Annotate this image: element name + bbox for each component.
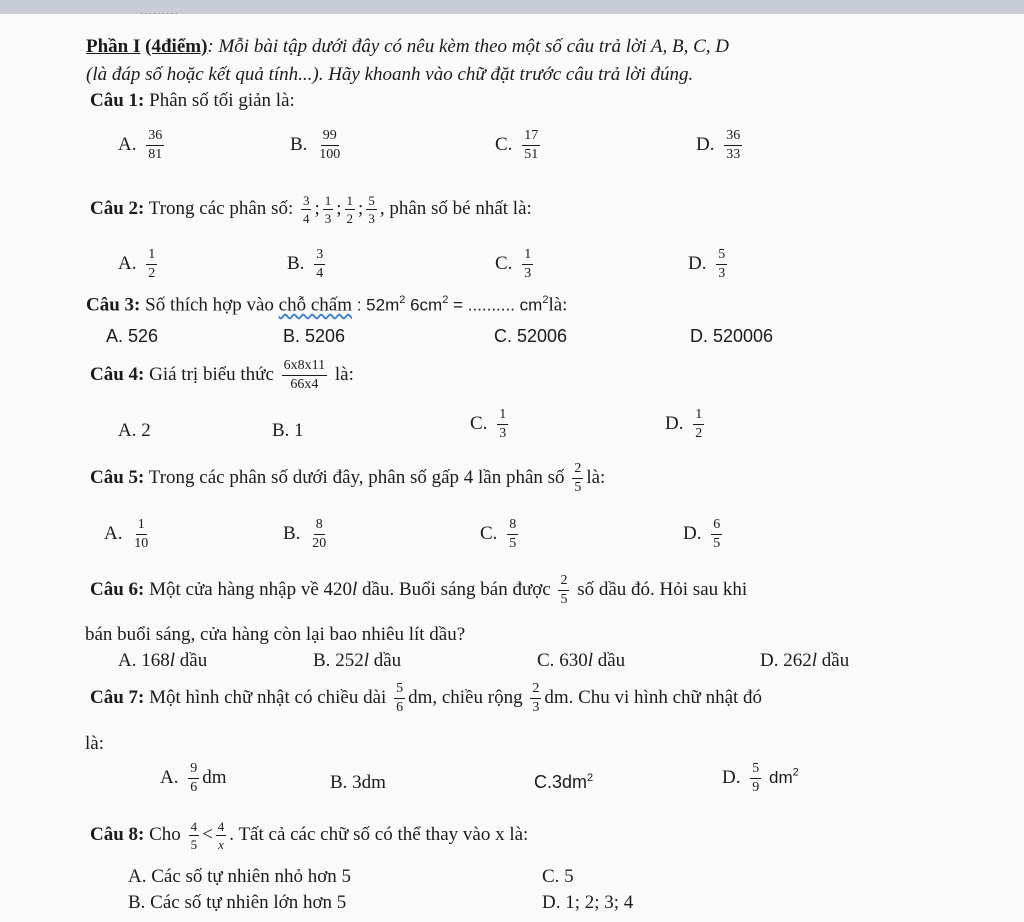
q8-option-b[interactable]: B. Các số tự nhiên lớn hơn 5 (128, 892, 347, 913)
q7-option-a[interactable]: A. $\frac{9}{6}$ dm (160, 761, 227, 795)
part-label: Phần I (86, 36, 141, 57)
q2-option-c[interactable]: C. $\frac{1}{3}$ (495, 247, 532, 281)
q1-option-a[interactable]: A. $\frac{36}{81}$ (118, 128, 163, 162)
q7-option-c[interactable]: $C.3dm^2$ (534, 772, 594, 792)
q5-text: Trong các phân số dưới đây, phân số gấp 4 lần phân số (148, 466, 565, 488)
instruction-line-1: : Mỗi bài tập dưới đây có nêu kèm theo một số câu trả lời A, B, C, D (207, 36, 729, 57)
viewer-top-bar (0, 0, 1024, 14)
q7-option-d[interactable]: D. $\frac{5}{9}$ $dm^2$ (722, 761, 799, 795)
q5-stem: Câu 5: Trong các phân số dưới đây, phân số gấp 4 lần phân số $\frac{2}{5}$ là: (90, 461, 606, 495)
q8-option-a[interactable]: A. Các số tự nhiên nhỏ hơn 5 (128, 866, 351, 887)
q4-option-c[interactable]: C. $\frac{1}{3}$ (470, 407, 507, 441)
q4-option-b[interactable]: B. 1 (272, 420, 304, 441)
q5-option-c[interactable]: C. $\frac{8}{5}$ (480, 517, 517, 551)
q2-stem: Câu 2: Trong các phân số: $\frac{3}{4}$ ; $\frac{1}{3}$ ; $\frac{1}{2}$ ; $\frac{5}{3}$ , phân số bé nhất là: (90, 193, 532, 226)
q5-label: Câu 5: (90, 466, 145, 488)
q3-label: Câu 3: (86, 294, 141, 316)
q6-stem: Câu 6: Một cửa hàng nhập về 420l dầu. Buổi sáng bán được $\frac{2}{5}$ số dầu đó. Hỏi sau khi (90, 573, 748, 607)
q5-option-b[interactable]: B. $\frac{8}{20}$ (283, 517, 327, 551)
q1-option-c[interactable]: C. $\frac{17}{51}$ (495, 128, 539, 162)
q8-label: Câu 8: (90, 823, 145, 845)
q4-option-a[interactable]: A. 2 (118, 420, 151, 441)
q2-option-d[interactable]: D. $\frac{5}{3}$ (688, 247, 726, 281)
q2-option-a[interactable]: A. $\frac{1}{2}$ (118, 247, 156, 281)
q8-option-d[interactable]: D. 1; 2; 3; 4 (542, 892, 634, 913)
q1-stem (90, 90, 295, 112)
q1-label: Câu 1: (90, 90, 145, 111)
q7-label: Câu 7: (90, 686, 145, 708)
part-points: (4điểm) (145, 36, 208, 57)
q7-line-2: là: (85, 733, 104, 754)
part-heading (86, 36, 729, 58)
q2-option-b[interactable]: B. $\frac{3}{4}$ (287, 247, 324, 281)
q7-stem: Câu 7: Một hình chữ nhật có chiều dài $\frac{5}{6}$ dm, chiều rộng $\frac{2}{3}$ dm. Chu vi hình chữ nhật đó (90, 681, 763, 715)
q8-stem: Câu 8: Cho $\frac{4}{5}$ < $\frac{4}{x}$ . Tất cả các chữ số có thể thay vào x là: (90, 819, 529, 852)
q1-option-b[interactable]: B. $\frac{99}{100}$ (290, 128, 341, 162)
q3-text: Số thích hợp vào (145, 294, 274, 316)
q3-stem: Câu 3: Số thích hợp vào chỗ chấm : $52m^2$ $6cm^2$ = .......... $cm^2là$: (86, 294, 568, 316)
q2-label: Câu 2: (90, 197, 145, 219)
q2-text-after: , phân số bé nhất là: (379, 197, 532, 219)
q3-option-b[interactable]: B. 5206 (283, 326, 346, 346)
instruction-line-2: (là đáp số hoặc kết quả tính...). Hãy khoanh vào chữ đặt trước câu trả lời đúng. (86, 64, 694, 85)
q6-option-d[interactable]: D. 262l dầu (760, 650, 850, 671)
q7-option-b[interactable]: B. 3dm (330, 772, 386, 793)
q6-label: Câu 6: (90, 578, 145, 600)
q3-option-d[interactable]: D. 520006 (690, 326, 774, 346)
q8-option-c[interactable]: C. 5 (542, 866, 574, 887)
q5-option-d[interactable]: D. $\frac{6}{5}$ (683, 517, 721, 551)
q4-option-d[interactable]: D. $\frac{1}{2}$ (665, 407, 703, 441)
q1-text: Phân số tối giản là: (149, 90, 295, 111)
q4-label: Câu 4: (90, 363, 145, 385)
q2-text-before: Trong các phân số: (148, 197, 294, 219)
q4-stem: Câu 4: Giá trị biểu thức $\frac{6x8x11}{66x4}$ là: (90, 358, 354, 392)
q4-text: Giá trị biểu thức (149, 363, 274, 385)
q5-option-a[interactable]: A. $\frac{1}{10}$ (104, 517, 149, 551)
q3-option-a[interactable]: A. 526 (106, 326, 159, 346)
q1-option-d[interactable]: D. $\frac{36}{33}$ (696, 128, 741, 162)
q6-option-c[interactable]: C. 630l dầu (537, 650, 626, 671)
q6-line-2: bán buổi sáng, cửa hàng còn lại bao nhiêu lít dầu? (85, 624, 466, 645)
q6-option-b[interactable]: B. 252l dầu (313, 650, 402, 671)
q3-option-c[interactable]: C. 52006 (494, 326, 568, 346)
document-page (0, 14, 1024, 922)
q6-option-a[interactable]: A. 168l dầu (118, 650, 208, 671)
q3-underlined: chỗ chấm (278, 294, 352, 316)
